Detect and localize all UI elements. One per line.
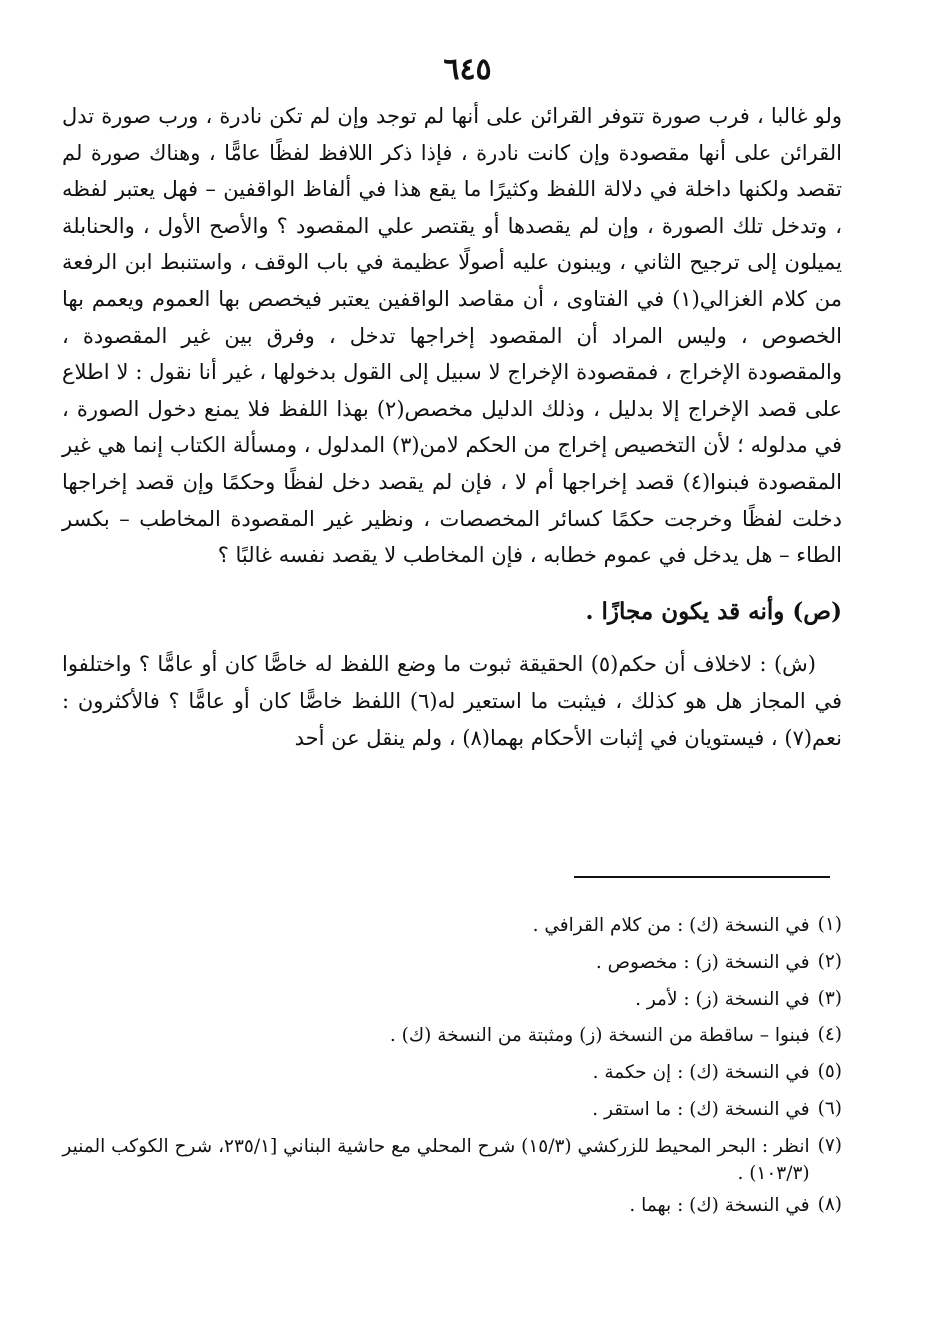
footnote-text: في النسخة (ك) : ما استقر . (592, 1098, 810, 1120)
footnote-number: (١) (817, 914, 842, 935)
footnote-text: فبنوا – ساقطة من النسخة (ز) ومثبتة من النسخة (ك) . (389, 1025, 810, 1047)
footnote-text: في النسخة (ز) : لأمر . (635, 988, 810, 1010)
footnote-text: انظر : البحر المحيط للزركشي (١٥/٣) شرح المحلي مع حاشية البناني [٢٣٥/١، شرح الكوكب المنير (١٠٣/٣) . (62, 1135, 810, 1184)
paragraph-sharh: (ش) : لاخلاف أن حكم(٥) الحقيقة ثبوت ما وضع اللفظ له خاصًّا كان أو عامًّا ؟ واختلفوا في المجاز هل هو كذلك ، فيثبت ما استعير له(٦) اللفظ خاصًّا كان أو عامًّا ؟ فالأكثرون : نعم(٧) ، فيستويان في إثبات الأحكام بهما(٨) ، ولم ينقل عن أحد (62, 652, 843, 750)
footnote-item (62, 1128, 842, 1187)
footnote-number: (٦) (817, 1097, 842, 1119)
footnote-number: (٥) (817, 1061, 842, 1083)
footnote-item (62, 1187, 842, 1224)
footnote-item (62, 1054, 842, 1091)
footnote-text: في النسخة (ك) : إن حكمة . (592, 1062, 810, 1084)
footnote-separator (574, 876, 830, 878)
footnote-number: (٣) (817, 987, 842, 1009)
page-number: ٦٤٥ (443, 52, 492, 87)
footnote-number: (٨) (817, 1193, 842, 1215)
footnote-text: في النسخة (ك) : بهما . (629, 1194, 810, 1216)
footnote-item (62, 907, 842, 944)
matn-heading: (ص) وأنه قد يكون مجازًا . (585, 597, 842, 625)
footnote-item (62, 1091, 842, 1128)
footnote-item (62, 981, 842, 1018)
footnote-number: (٤) (817, 1024, 842, 1046)
footnote-text: في النسخة (ز) : مخصوص . (595, 951, 810, 973)
footnote-number: (٢) (817, 950, 842, 972)
footnote-number: (٧) (817, 1134, 842, 1156)
footnotes (62, 907, 842, 1224)
paragraph-commentary-continued: ولو غالبا ، فرب صورة تتوفر القرائن على أنها لم توجد وإن لم تكن نادرة ، ورب صورة تدل القرائن على أنها مقصودة وإن كانت نادرة ، فإذا ذكر اللافظ لفظًا عامًّا ، وهناك صورة لم تقصد ولكنها داخلة في دلالة اللفظ وكثيرًا ما يقع هذا في ألفاظ الواقفين – فهل يعتبر لفظه ، وتدخل تلك الصورة ، وإن لم يقصدها أو يقتصر علي المقصود ؟ والأصح الأول ، والحنابلة يميلون إلى ترجيح الثاني ، ويبنون عليه أصولًا عظيمة في باب الوقف ، واستنبط ابن الرفعة من كلام الغزالي(١) في الفتاوى ، أن مقاصد الواقفين يعتبر فيخصص بها العموم ويعمم بها الخصوص ، وليس المراد أن المقصود إخراجها تدخل ، وفرق بين غير المقصودة ، والمقصودة الإخراج ، فمقصودة الإخراج لا سبيل إلى القول بدخولها ، غير أنا نقول : لا اطلاع على قصد الإخراج إلا بدليل ، وذلك الدليل مخصص(٢) بهذا اللفظ فلا يمنع دخول الصورة ، في مدلوله ؛ لأن التخصيص إخراج من الحكم لامن(٣) المدلول ، ومسألة الكتاب إنما هي غير المقصودة فبنوا(٤) قصد إخراجها أم لا ، فإن لم يقصد دخل لفظًا وحكمًا وإن قصد إخراجها دخلت لفظًا وخرجت حكمًا كسائر المخصصات ، ونظير غير المقصودة المخاطب – بكسر الطاء – هل يدخل في عموم خطابه ، فإن المخاطب لا يقصد نفسه غالبًا ؟ (62, 104, 843, 568)
footnote-item (62, 1017, 842, 1054)
main-text (62, 98, 842, 756)
footnote-item (62, 944, 842, 981)
footnote-text: في النسخة (ك) : من كلام القرافي . (532, 915, 810, 936)
